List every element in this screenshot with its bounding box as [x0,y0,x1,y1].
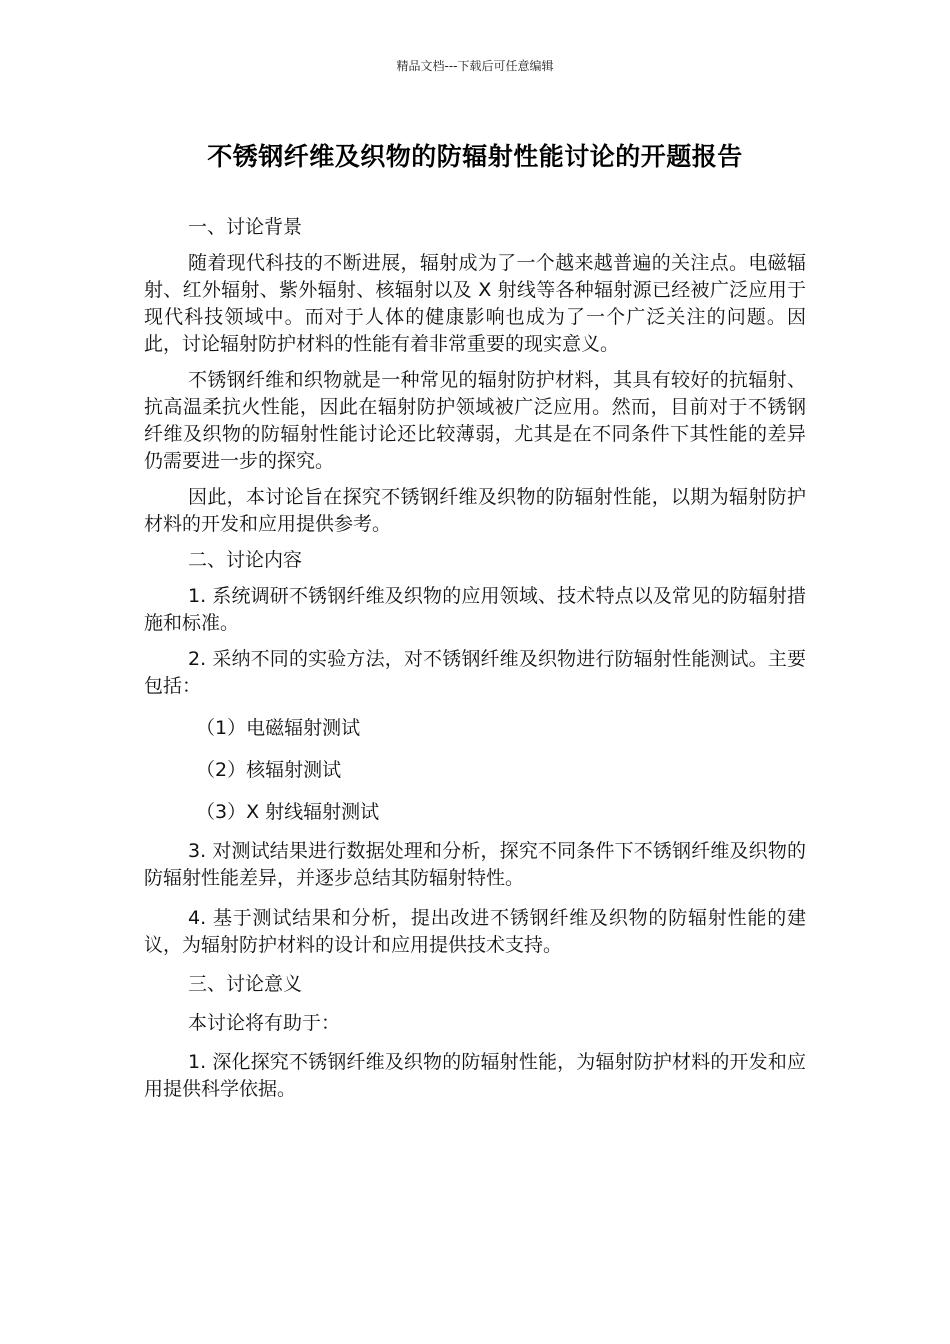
document-title: 不锈钢纤维及织物的防辐射性能讨论的开题报告 [207,142,743,171]
content-subitem-3: （3）X 射线辐射测试 [196,801,380,823]
significance-intro: 本讨论将有助于： [188,1012,341,1034]
content-item-1: 1. 系统调研不锈钢纤维及织物的应用领域、技术特点以及常见的防辐射措施和标准。 [144,585,806,634]
content-item-2: 2. 采纳不同的实验方法，对不锈钢纤维及织物进行防辐射性能测试。主要包括： [144,648,806,697]
paragraph-background-3: 因此，本讨论旨在探究不锈钢纤维及织物的防辐射性能，以期为辐射防护材料的开发和应用提供参考。 [144,486,806,535]
content-item-4: 4. 基于测试结果和分析，提出改进不锈钢纤维及织物的防辐射性能的建议，为辐射防护材料的设计和应用提供技术支持。 [144,907,806,956]
page-header-note: 精品文档---下载后可任意编辑 [396,59,554,73]
content-item-3: 3. 对测试结果进行数据处理和分析，探究不同条件下不锈钢纤维及织物的防辐射性能差异，并逐步总结其防辐射特性。 [144,840,806,889]
content-subitem-1: （1）电磁辐射测试 [196,717,361,739]
content-subitem-2: （2）核辐射测试 [196,759,342,781]
significance-item-1: 1. 深化探究不锈钢纤维及织物的防辐射性能，为辐射防护材料的开发和应用提供科学依据。 [144,1051,806,1100]
document-body [144,214,806,1112]
section-heading-significance: 三、讨论意义 [188,973,303,995]
section-heading-content: 二、讨论内容 [188,549,303,571]
paragraph-background-2: 不锈钢纤维和织物就是一种常见的辐射防护材料，其具有较好的抗辐射、抗高温柔抗火性能，因此在辐射防护领域被广泛应用。然而，目前对于不锈钢纤维及织物的防辐射性能讨论还比较薄弱，尤其是在不同条件下其性能的差异仍需要进一步的探究。 [144,369,806,472]
section-heading-background: 一、讨论背景 [188,216,303,238]
paragraph-background-1: 随着现代科技的不断进展，辐射成为了一个越来越普遍的关注点。电磁辐射、红外辐射、紫外辐射、核辐射以及 X 射线等各种辐射源已经被广泛应用于现代科技领域中。而对于人体的健康影响也成为了一个广泛关注的问题。因此，讨论辐射防护材料的性能有着非常重要的现实意义。 [144,252,806,355]
